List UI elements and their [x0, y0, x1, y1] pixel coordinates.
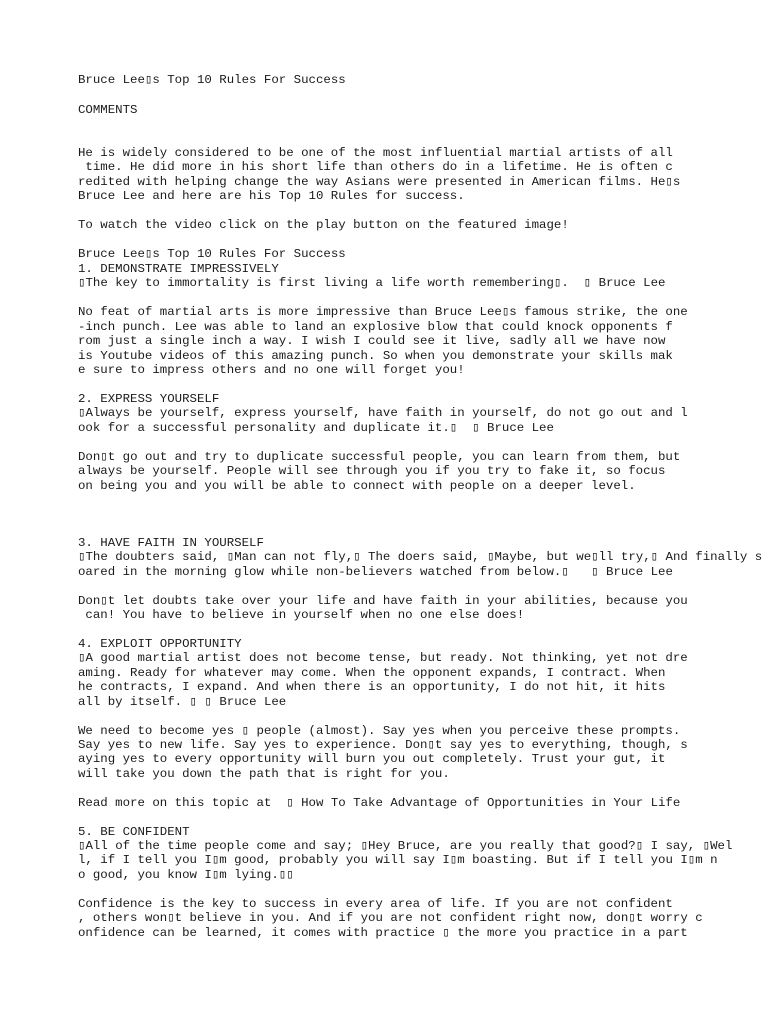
rule-heading: 5. BE CONFIDENT	[78, 825, 190, 839]
quote-line: aming. Ready for whatever may come. When the opponent expands, I contract. When	[78, 666, 666, 680]
quote-line: ▯All of the time people come and say; ▯Hey Bruce, are you really that good?▯ I say, ▯Wel	[78, 839, 733, 853]
quote-line: oared in the morning glow while non-believers watched from below.▯ ▯ Bruce Lee	[78, 565, 673, 579]
quote-line: he contracts, I expand. And when there is an opportunity, I do not hit, it hits	[78, 680, 666, 694]
text-line: is Youtube videos of this amazing punch. So when you demonstrate your skills mak	[78, 349, 673, 363]
quote-line: ook for a successful personality and duplicate it.▯ ▯ Bruce Lee	[78, 421, 554, 435]
text-line: Confidence is the key to success in every area of life. If you are not confident	[78, 897, 673, 911]
rule-heading: 3. HAVE FAITH IN YOURSELF	[78, 536, 264, 550]
text-line: e sure to impress others and no one will forget you!	[78, 363, 465, 377]
text-line: can! You have to believe in yourself when no one else does!	[78, 608, 525, 622]
read-more-link[interactable]: Read more on this topic at ▯ How To Take Advantage of Opportunities in Your Life	[78, 796, 681, 810]
rule-heading: 4. EXPLOIT OPPORTUNITY	[78, 637, 242, 651]
quote-line: o good, you know I▯m lying.▯▯	[78, 868, 294, 882]
quote-line: l, if I tell you I▯m good, probably you will say I▯m boasting. But if I tell you I▯m n	[78, 853, 718, 867]
quote-line: ▯A good martial artist does not become tense, but ready. Not thinking, yet not dre	[78, 651, 688, 665]
text-line: -inch punch. Lee was able to land an explosive blow that could knock opponents f	[78, 320, 673, 334]
text-line: will take you down the path that is right for you.	[78, 767, 450, 781]
text-line: aying yes to every opportunity will burn you out completely. Trust your gut, it	[78, 752, 666, 766]
quote-line: ▯The doubters said, ▯Man can not fly,▯ The doers said, ▯Maybe, but we▯ll try,▯ And finally s	[78, 550, 763, 564]
text-line: , others won▯t believe in you. And if you are not confident right now, don▯t worry c	[78, 911, 703, 925]
text-line: We need to become yes ▯ people (almost). Say yes when you perceive these prompts.	[78, 724, 681, 738]
text-line: on being you and you will be able to connect with people on a deeper level.	[78, 479, 636, 493]
section-title: Bruce Lee▯s Top 10 Rules For Success	[78, 247, 346, 261]
text-line: No feat of martial arts is more impressive than Bruce Lee▯s famous strike, the one	[78, 305, 688, 319]
text-line: always be yourself. People will see through you if you try to fake it, so focus	[78, 464, 666, 478]
text-line: Say yes to new life. Say yes to experience. Don▯t say yes to everything, though, s	[78, 738, 688, 752]
text-line: rom just a single inch a way. I wish I could see it live, sadly all we have now	[78, 334, 666, 348]
quote-line: all by itself. ▯ ▯ Bruce Lee	[78, 695, 287, 709]
document-title: Bruce Lee▯s Top 10 Rules For Success	[78, 73, 346, 87]
text-line: redited with helping change the way Asians were presented in American films. He▯s	[78, 175, 681, 189]
rule-heading: 2. EXPRESS YOURSELF	[78, 392, 220, 406]
text-line: To watch the video click on the play button on the featured image!	[78, 218, 569, 232]
text-line: Don▯t go out and try to duplicate successful people, you can learn from them, but	[78, 450, 681, 464]
text-line: Bruce Lee and here are his Top 10 Rules for success.	[78, 189, 465, 203]
rule-heading: 1. DEMONSTRATE IMPRESSIVELY	[78, 262, 279, 276]
text-line: time. He did more in his short life than others do in a lifetime. He is often c	[78, 160, 673, 174]
text-line: onfidence can be learned, it comes with practice ▯ the more you practice in a part	[78, 926, 688, 940]
text-line: Don▯t let doubts take over your life and have faith in your abilities, because you	[78, 594, 688, 608]
text-line: He is widely considered to be one of the most influential martial artists of all	[78, 146, 673, 160]
comments-label[interactable]: COMMENTS	[78, 103, 138, 117]
quote-line: ▯The key to immortality is first living a life worth remembering▯. ▯ Bruce Lee	[78, 276, 666, 290]
quote-line: ▯Always be yourself, express yourself, have faith in yourself, do not go out and l	[78, 406, 688, 420]
